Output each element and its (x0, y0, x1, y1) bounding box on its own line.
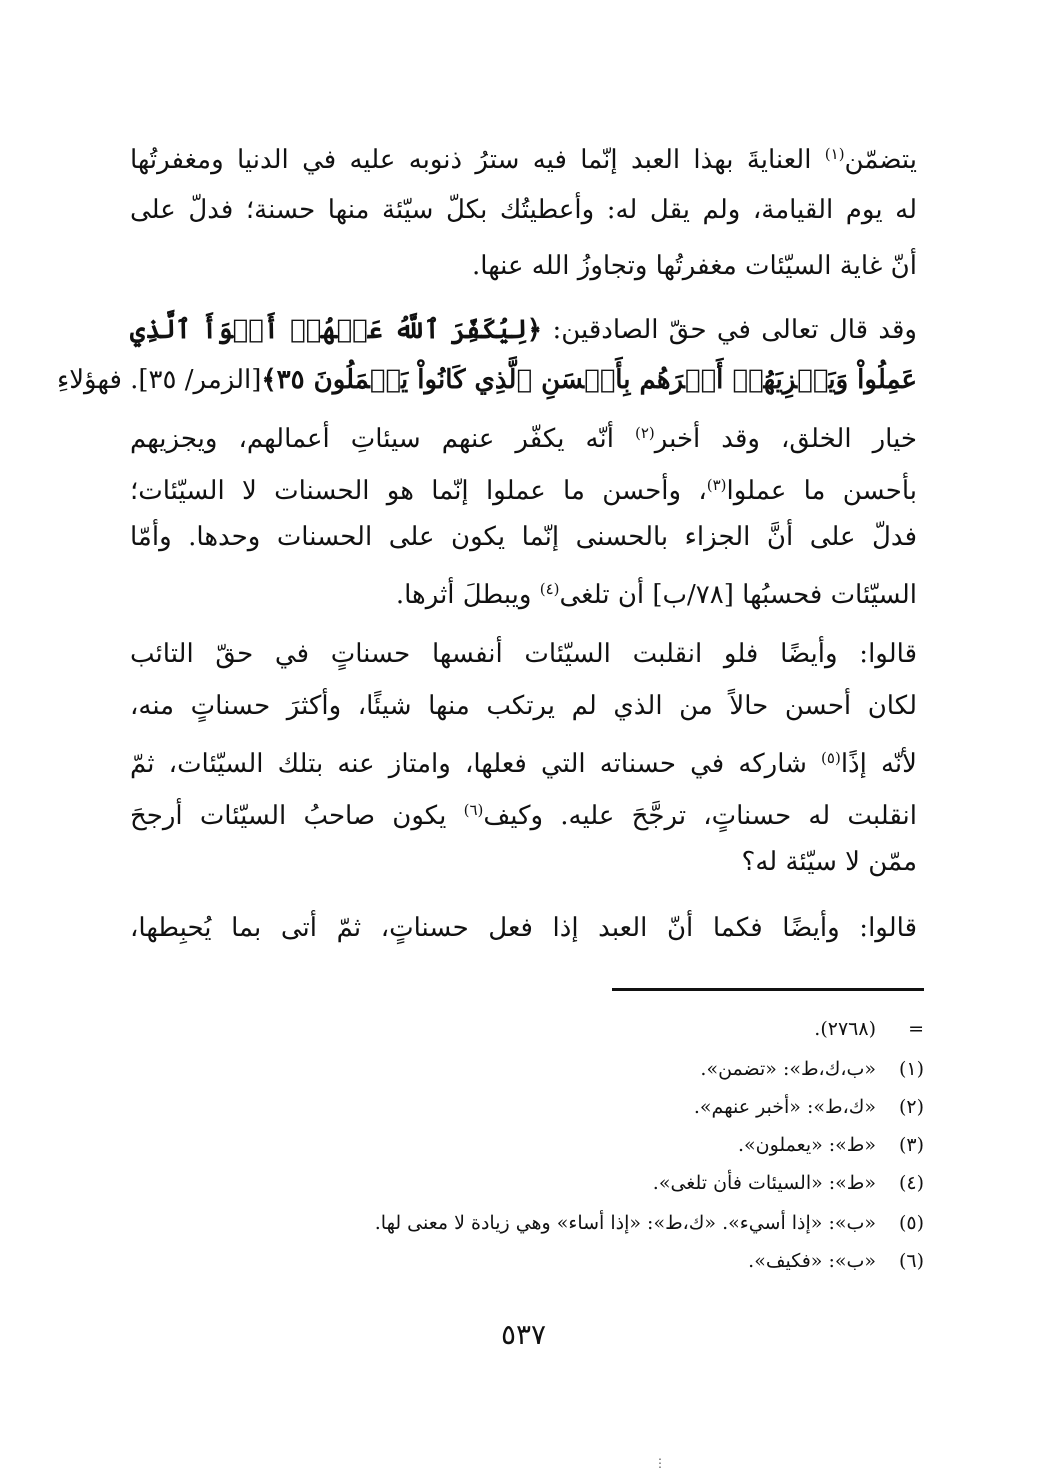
footnote-text: «ط»: «يعملون». (737, 1134, 876, 1156)
footnote (814, 1012, 924, 1046)
scan-speck: ⋮ (654, 1456, 666, 1470)
text-segment: انقلبت له حسناتٍ، ترجَّحَ عليه. وكيف (483, 801, 917, 831)
footnote (700, 1052, 924, 1086)
text-segment: خيار الخلق، وقد أخبر (654, 424, 918, 454)
text-line (130, 782, 917, 838)
verse-reference: [الزمر/ ٣٥]. فهؤلاءِ (56, 365, 262, 395)
footnote-ref: (١) (824, 145, 845, 163)
footnote-text: «ب»: «إذا أسيء». «ك،ط»: «إذا أساء» وهي زيادة لا معنى لها. (374, 1212, 876, 1234)
footnote (748, 1244, 924, 1278)
text-segment: شاركه في حسناته التي فعلها، وامتاز عنه بتلك السيّئات، ثمّ (130, 749, 822, 779)
text-segment: لأنّه إذًا (840, 749, 917, 779)
footnote-text: «ك،ط»: «أخبر عنهم». (693, 1096, 876, 1118)
text-segment: يكون صاحبُ السيّئات أرجحَ (130, 801, 464, 831)
text-segment: يتضمّن (844, 145, 917, 175)
quran-verse: عَمِلُواْ وَيَجۡزِيَهُمۡ أَجۡرَهُم بِأَحۡسَنِ ٱلَّذِي كَانُواْ يَعۡمَلُونَ ٣٥﴾ (261, 365, 917, 395)
page-number: ٥٣٧ (500, 1318, 547, 1351)
text-segment: بأحسن ما عملوا (726, 476, 918, 506)
text-segment: ، وأحسن ما عملوا إنّما هو الحسنات لا السيّئات؛ (130, 476, 707, 506)
text-line (130, 126, 917, 182)
footnote (694, 1090, 924, 1124)
text-line (56, 352, 917, 408)
text-segment: أنّه يكفّر عنهم سيئاتِ أعمالهم، ويجزيهم (130, 424, 635, 454)
text-line (130, 561, 917, 617)
text-line: لكان أحسن حالاً من الذي لم يرتكب منها شيئًا، وأكثرَ حسناتٍ منه، (130, 691, 917, 721)
footnote-number: (٣) (898, 1134, 924, 1156)
footnote-ref: (٦) (463, 801, 484, 819)
text-line: قالوا: وأيضًا فلو انقلبت السيّئات أنفسها حسناتٍ في حقّ التائب (130, 639, 917, 669)
footnote-text: «ب»: «فكيف». (748, 1250, 876, 1272)
text-segment: وقد قال تعالى في حقّ الصادقين: (542, 315, 917, 345)
text-line (130, 405, 917, 461)
text-segment: السيّئات فحسبُها [٧٨/ب] أن تلغى (559, 580, 917, 610)
footnote-text: «ط»: «السيئات فأن تلغى». (652, 1172, 876, 1194)
footnote-number: (٤) (898, 1172, 924, 1194)
footnote-number: = (908, 1018, 924, 1040)
footnote-ref: (٥) (821, 749, 841, 767)
text-line (130, 730, 917, 786)
footnote-number: (٥) (898, 1212, 924, 1234)
footnote-number: (٦) (898, 1250, 924, 1272)
footnote-ref: (٤) (539, 580, 560, 598)
footnote-number: (٢) (898, 1096, 924, 1118)
footnote (375, 1206, 924, 1240)
text-line: فدلّ على أنَّ الجزاء بالحسنى إنّما يكون على الحسنات وحدها. وأمّا (130, 522, 917, 552)
text-line: قالوا: وأيضًا فكما أنّ العبد إذا فعل حسناتٍ، ثمّ أتى بما يُحبِطها، (130, 913, 917, 943)
footnote-ref: (٣) (706, 476, 727, 494)
footnote (653, 1166, 924, 1200)
text-line (130, 302, 917, 358)
footnote-separator (612, 988, 924, 991)
footnote (738, 1128, 924, 1162)
text-line (130, 457, 917, 513)
footnote-ref: (٢) (634, 424, 655, 442)
text-segment: العنايةَ بهذا العبد إنّما فيه سترُ ذنوبه عليه في الدنيا ومغفرتُها (130, 145, 825, 175)
footnote-number: (١) (898, 1058, 924, 1080)
footnote-text: «ب،ك،ط»: «تضمن». (700, 1058, 876, 1080)
text-line: له يوم القيامة، ولم يقل له: وأعطيتُك بكلّ سيّئة منها حسنة؛ فدلّ على (130, 195, 917, 225)
text-line: ممّن لا سيّئة له؟ (741, 847, 917, 877)
text-segment: ويبطلَ أثرها. (395, 580, 540, 610)
footnote-text: (٢٧٦٨). (814, 1018, 876, 1040)
quran-verse: ﴿لِيُكَفِّرَ ٱللَّهُ عَنۡهُمۡ أَسۡوَأَ ٱلَّذِي (130, 315, 543, 345)
text-line: أنّ غاية السيّئات مغفرتُها وتجاوزُ الله عنها. (472, 251, 917, 281)
